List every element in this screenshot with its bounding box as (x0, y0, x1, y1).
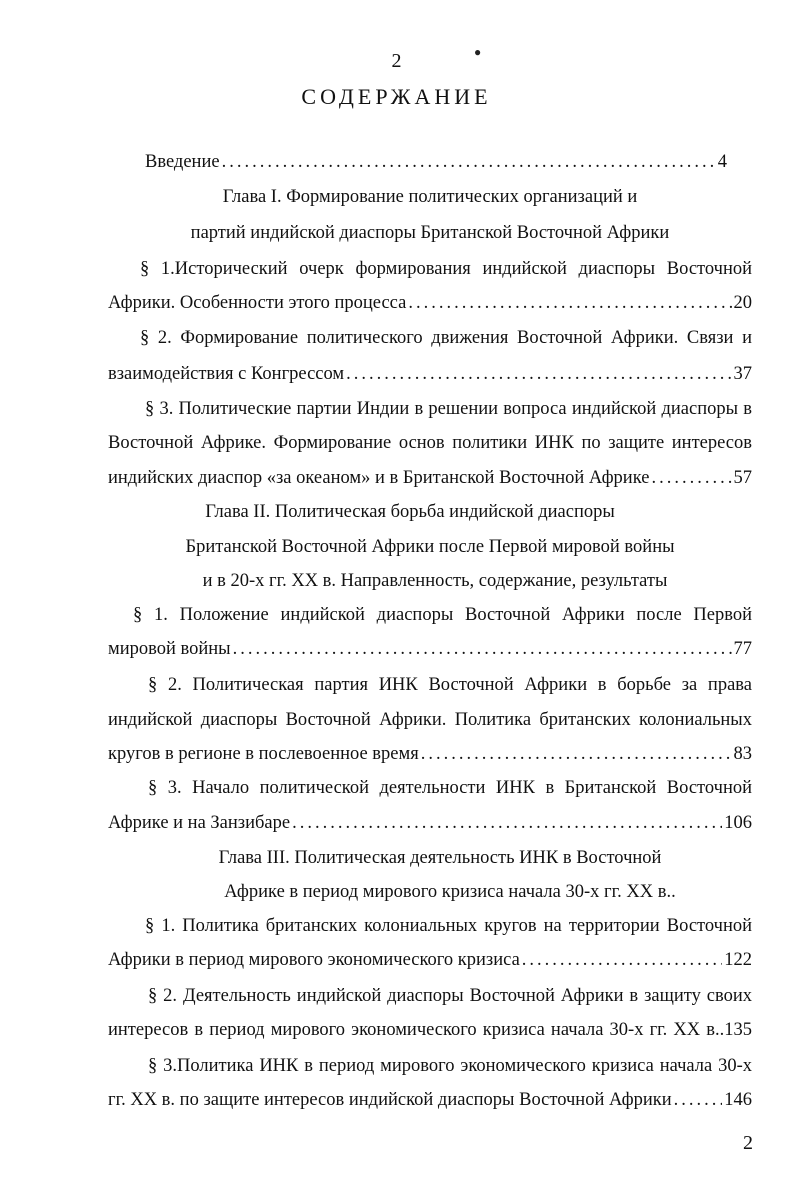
toc-page-number: 106 (724, 813, 752, 833)
chapter-heading: и в 20-х гг. XX в. Направленность, содержание, результаты (202, 571, 668, 591)
dot-leader (292, 811, 722, 835)
toc-page-number: 146 (724, 1090, 752, 1110)
toc-entry-line: Восточной Африке. Формирование основ политики ИНК по защите интересов (108, 433, 752, 453)
toc-entry-label: Введение (145, 152, 220, 172)
toc-entry-last-line (108, 466, 752, 490)
toc-entry-line: § 3. Начало политической деятельности ИНК в Британской Восточной (148, 778, 752, 798)
dot-leader (522, 948, 722, 972)
toc-entry-label: кругов в регионе в послевоенное время (108, 744, 419, 764)
toc-page-number: 20 (733, 293, 752, 313)
toc-entry-label: Африки. Особенности этого процесса (108, 293, 407, 313)
chapter-heading: Глава II. Политическая борьба индийской диаспоры (205, 502, 615, 522)
dot-leader (408, 291, 731, 315)
toc-entry-label: Африки в период мирового экономического кризиса (108, 950, 520, 970)
scan-speck: ● (474, 45, 482, 59)
toc-page-number: 37 (733, 364, 752, 384)
toc-entry-last-line (108, 742, 752, 766)
chapter-heading: партий индийской диаспоры Британской Восточной Африки (190, 223, 670, 243)
toc-entry-line (108, 1018, 752, 1042)
chapter-heading: Глава I. Формирование политических организаций и (222, 187, 638, 207)
dot-leader (421, 742, 732, 766)
dot-leader (651, 466, 731, 490)
page-number-top: 2 (391, 50, 402, 72)
toc-page-number: 77 (733, 639, 752, 659)
toc-entry-label: интересов в период мирового экономического кризиса начала 30-х гг. XX в.. (108, 1020, 725, 1040)
toc-entry-label: взаимодействия с Конгрессом (108, 364, 345, 384)
toc-entry-line: индийской диаспоры Восточной Африки. Политика британских колониальных (108, 710, 752, 730)
toc-entry-label: индийских диаспор «за океаном» и в Британской Восточной Африке (108, 468, 650, 488)
toc-entry-last-line (108, 362, 752, 386)
toc-page-number: 83 (733, 744, 752, 764)
toc-entry-last-line (108, 637, 752, 661)
chapter-heading: Британской Восточной Африки после Первой мировой войны (185, 537, 675, 557)
toc-entry-last-line (108, 948, 752, 972)
toc-entry-label: мировой войны (108, 639, 231, 659)
toc-entry-label: гг. XX в. по защите интересов индийской диаспоры Восточной Африки (108, 1090, 672, 1110)
chapter-heading: Африке в период мирового кризиса начала 30-х гг. XX в.. (224, 882, 676, 902)
toc-entry-line: § 3.Политика ИНК в период мирового экономического кризиса начала 30-х (148, 1056, 752, 1076)
toc-entry-last-line (108, 1088, 752, 1112)
toc-entry-line: § 1.Исторический очерк формирования индийской диаспоры Восточной (140, 259, 752, 279)
toc-entry-line: § 3. Политические партии Индии в решении вопроса индийской диаспоры в (145, 399, 752, 419)
toc-entry-line: § 2. Формирование политического движения Восточной Африки. Связи и (140, 328, 752, 348)
toc-page-number: 57 (733, 468, 752, 488)
toc-entry-last-line (108, 291, 752, 315)
toc-entry-intro (145, 150, 727, 174)
toc-entry-label: Африке и на Занзибаре (108, 813, 291, 833)
dot-leader (346, 362, 731, 386)
toc-entry-last-line (108, 811, 752, 835)
dot-leader (222, 150, 716, 174)
chapter-heading: Глава III. Политическая деятельность ИНК в Восточной (218, 848, 662, 868)
toc-entry-line: § 2. Деятельность индийской диаспоры Восточной Африки в защиту своих (148, 986, 752, 1006)
page-title: СОДЕРЖАНИЕ (301, 84, 492, 109)
toc-page-number: 4 (717, 152, 727, 172)
dot-leader (233, 637, 732, 661)
page-number-bottom: 2 (743, 1132, 753, 1154)
dot-leader (674, 1088, 723, 1112)
toc-page-number: 135 (724, 1020, 752, 1040)
toc-page-number: 122 (724, 950, 752, 970)
toc-entry-line: § 1. Политика британских колониальных кругов на территории Восточной (145, 916, 752, 936)
toc-entry-line: § 1. Положение индийской диаспоры Восточной Африки после Первой (133, 605, 752, 625)
toc-entry-line: § 2. Политическая партия ИНК Восточной Африки в борьбе за права (148, 675, 752, 695)
